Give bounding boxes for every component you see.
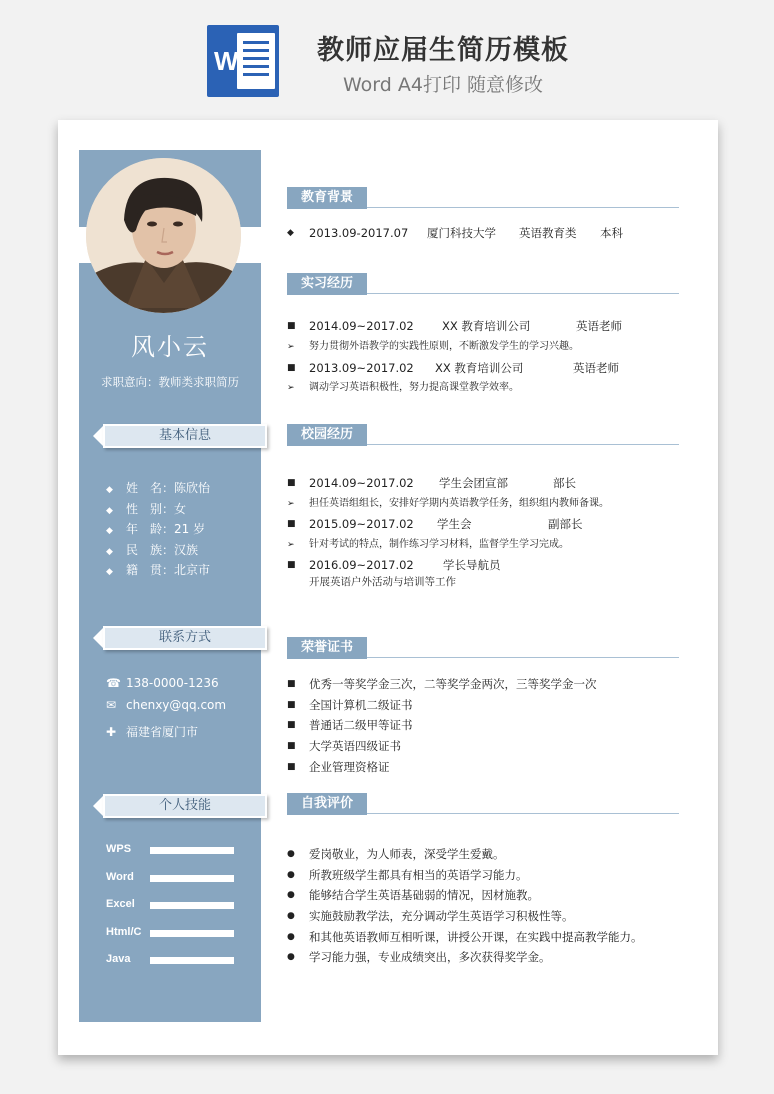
skill-label: Html/C [106,925,142,938]
skill-label: WPS [106,843,132,855]
diamond-bullet-icon: ◆ [106,526,113,536]
basic-info-list [106,478,256,581]
self-eval-list [287,844,697,968]
square-bullet-icon: ■ [287,321,296,331]
honors-heading [287,637,679,659]
arrow-bullet-icon: ➢ [287,342,295,352]
education-school: 厦门科技大学 [427,226,496,240]
contact-phone: ☎ 138-0000-1236 [106,676,219,690]
honors-heading-label: 荣誉证书 [287,637,367,659]
campus-desc: ➢ 针对考试的特点，制作练习学习材料，监督学生学习完成。 [287,537,697,553]
skill-item [106,925,256,953]
campus-entry: ■ 2016.09~2017.02 学长导航员 [287,558,501,572]
skill-item [106,842,256,870]
arrow-bullet-icon: ➢ [287,499,295,509]
diamond-bullet-icon: ◆ [106,505,113,516]
basic-info-heading-label: 基本信息 [103,424,267,448]
dot-bullet-icon: ● [287,890,295,901]
honor-item: ■ 优秀一等奖学金三次，二等奖学金两次，三等奖学金一次 [287,674,697,695]
job-intent: 求职意向：教师类求职简历 [101,375,239,389]
education-row [287,224,687,242]
basic-info-item: ◆ 籍 贯：北京市 [106,560,256,581]
divider [367,813,679,814]
self-eval-heading-label: 自我评价 [287,793,367,815]
honors-list [287,674,697,777]
dot-bullet-icon: ● [287,869,295,880]
campus-entry: ■ 2015.09~2017.02 学生会 副部长 [287,517,583,531]
diamond-bullet-icon: ◆ [106,567,113,577]
skill-label: Java [106,953,131,965]
contact-address: ✚ 福建省厦门市 [106,725,199,739]
divider [367,444,679,445]
honor-item: ■ 全国计算机二级证书 [287,695,697,716]
basic-info-item: ◆ 姓 名：陈欣怡 [106,478,256,499]
internship-entry: ■ 2013.09~2017.02 XX 教育培训公司 英语老师 [287,361,619,375]
square-bullet-icon: ■ [287,741,296,752]
square-bullet-icon: ■ [287,560,296,570]
square-bullet-icon: ■ [287,363,296,373]
internship-heading [287,273,679,295]
basic-info-heading [93,424,269,448]
profile-photo [86,158,241,313]
skill-bar [150,875,234,882]
internship-heading-label: 实习经历 [287,273,367,295]
square-bullet-icon: ■ [287,679,296,689]
dot-bullet-icon: ● [287,911,295,922]
square-bullet-icon: ■ [287,720,296,731]
self-eval-item: ● 所教班级学生都具有相当的英语学习能力。 [287,865,697,886]
basic-info-item: ◆ 年 龄：21 岁 [106,519,256,540]
campus-heading-label: 校园经历 [287,424,367,446]
diamond-bullet-icon: ◆ [106,485,113,495]
banner-title: 教师应届生简历模板 [317,35,569,66]
education-heading [287,187,679,209]
skill-bar [150,957,234,964]
mail-icon: ✉ [106,698,117,712]
campus-desc: 开展英语户外活动与培训等工作 [309,576,456,588]
square-bullet-icon: ■ [287,761,296,772]
education-heading-label: 教育背景 [287,187,367,209]
skill-label: Word [106,870,134,883]
resume-page [58,120,718,1055]
skill-bar [150,930,234,937]
self-eval-item: ● 学习能力强，专业成绩突出，多次获得奖学金。 [287,947,697,968]
skill-item [106,952,256,980]
skill-bar [150,847,234,854]
dot-bullet-icon: ● [287,849,295,859]
self-eval-heading [287,793,679,815]
contact-heading [93,626,269,650]
location-icon: ✚ [106,725,117,739]
skill-bar [150,902,234,909]
skills-list [106,842,256,980]
arrow-bullet-icon: ➢ [287,383,295,393]
internship-entry: ■ 2014.09~2017.02 XX 教育培训公司 英语老师 [287,319,622,333]
phone-icon: ☎ [106,676,121,690]
education-date: 2013.09-2017.07 [309,226,409,240]
word-icon-letter: W [214,46,239,76]
basic-info-item: ◆ 民 族：汉族 [106,540,256,561]
square-bullet-icon: ■ [287,699,296,710]
basic-info-item: ◆ 性 别：女 [106,499,256,520]
self-eval-item: ● 能够结合学生英语基础弱的情况，因材施教。 [287,885,697,906]
honor-item: ■ 企业管理资格证 [287,757,697,778]
square-bullet-icon: ■ [287,478,296,488]
skill-item [106,870,256,898]
divider [367,657,679,658]
campus-desc: ➢ 担任英语组组长，安排好学期内英语教学任务，组织组内教师备课。 [287,496,697,512]
education-degree: 本科 [600,226,623,240]
divider [367,207,679,208]
skill-item [106,897,256,925]
banner-subtitle: Word A4打印 随意修改 [342,74,543,96]
word-icon [207,25,279,97]
honor-item: ■ 大学英语四级证书 [287,736,697,757]
divider [367,293,679,294]
honor-item: ■ 普通话二级甲等证书 [287,715,697,736]
self-eval-item: ● 实施鼓励教学法，充分调动学生英语学习积极性等。 [287,906,697,927]
internship-desc: ➢ 调动学习英语积极性，努力提高课堂教学效率。 [287,380,697,396]
self-eval-item: ● 爱岗敬业，为人师表，深受学生爱戴。 [287,844,697,865]
candidate-name: 风小云 [131,333,209,361]
contact-email[interactable]: ✉ chenxy@qq.com [106,698,227,712]
campus-entry: ■ 2014.09~2017.02 学生会团宣部 部长 [287,476,576,490]
campus-heading [287,424,679,446]
dot-bullet-icon: ● [287,952,295,963]
diamond-bullet-icon: ◆ [106,546,113,557]
self-eval-item: ● 和其他英语教师互相听课，讲授公开课，在实践中提高教学能力。 [287,927,697,948]
skills-heading-label: 个人技能 [103,794,267,818]
diamond-bullet-icon: ◆ [287,228,294,238]
contact-heading-label: 联系方式 [103,626,267,650]
skill-label: Excel [106,898,135,910]
banner [0,0,774,118]
internship-desc: ➢ 努力贯彻外语教学的实践性原则，不断激发学生的学习兴趣。 [287,339,697,355]
skills-heading [93,794,269,818]
square-bullet-icon: ■ [287,519,296,529]
arrow-bullet-icon: ➢ [287,540,295,550]
dot-bullet-icon: ● [287,931,295,942]
education-major: 英语教育类 [519,226,577,240]
